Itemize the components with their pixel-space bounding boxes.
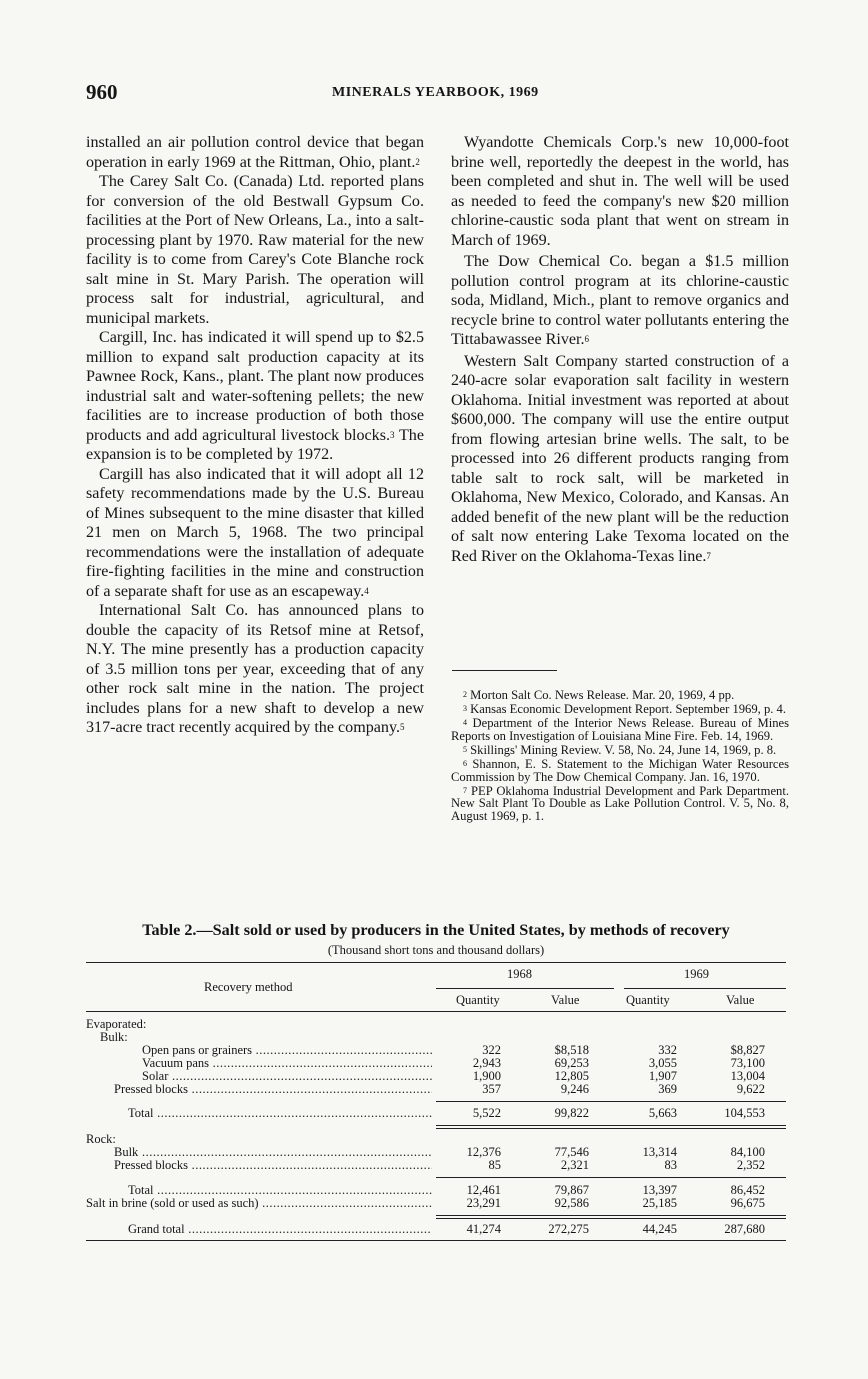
table-cell: 104,553: [724, 1106, 765, 1120]
table-subtitle: (Thousand short tons and thousand dollars): [327, 943, 545, 957]
table-cell: 79,867: [554, 1183, 589, 1197]
table-row-label: Pressed blocks .....: [86, 1159, 432, 1172]
table-cell: 86,452: [730, 1183, 765, 1197]
table-cell: 1,900: [472, 1069, 501, 1083]
group-label: Rock:: [86, 1132, 116, 1146]
paragraph: installed an air pollution control device that began operation in early 1969 at the Rittman, Ohio, plant.$^2$: [86, 134, 424, 171]
table-cell: 2,321: [560, 1158, 589, 1172]
table-cell: 85: [488, 1158, 501, 1172]
table-cell: 9,246: [560, 1082, 589, 1096]
table-row-label: Total .....: [86, 1184, 432, 1197]
footnotes: [451, 689, 789, 824]
footnote: $^2$ Morton Salt Co. News Release. Mar. 20, 1969, 4 pp.: [463, 688, 735, 702]
table-cell: 96,675: [730, 1196, 765, 1210]
table-cell: 23,291: [466, 1196, 501, 1210]
paragraph: Wyandotte Chemicals Corp.'s new 10,000-foot brine well, reportedly the deepest in the world, has been completed and shut in. The well will be used as needed to feed the company's new $20 million chlorine-caustic soda plant that went on stream in March of 1969.: [451, 134, 789, 249]
table-cell: 5,663: [648, 1106, 677, 1120]
table-cell: 2,352: [736, 1158, 765, 1172]
group-label: Bulk:: [100, 1030, 128, 1044]
table-cell: $8,518: [554, 1043, 589, 1057]
table-cell: 13,004: [730, 1069, 765, 1083]
table-cell: 44,245: [642, 1222, 677, 1236]
paragraph: Cargill, Inc. has indicated it will spend up to $2.5 million to expand salt production capacity at its Pawnee Rock, Kans., plant. The plant now produces industrial salt and water-softening pellets; the new facilities are to increase production of both those products and add agricultural livestock blocks.$^3$ The expansion is to be completed by 1972.: [86, 329, 424, 463]
footnote: $^4$ Department of the Interior News Release. Bureau of Mines Reports on Investigation of Louisiana Mine Fire. Feb. 14, 1969.: [451, 716, 789, 743]
table-cell: 92,586: [554, 1196, 589, 1210]
table-row-label: Vacuum pans .....: [86, 1057, 432, 1070]
sub-header: Quantity: [456, 993, 500, 1007]
table-cell: 25,185: [642, 1196, 677, 1210]
table-cell: 3,055: [648, 1056, 677, 1070]
year-header: 1968: [507, 967, 532, 981]
footnote-ref: 6: [584, 334, 590, 344]
footnote-ref: 7: [706, 550, 711, 561]
paragraph: The Dow Chemical Co. began a $1.5 million pollution control program at its chlorine-caustic soda, Midland, Mich., plant to remove organics and recycle brine to control water pollutants entering the Tittabawassee River.$^6$: [451, 253, 789, 348]
table-row-label: Pressed blocks .....: [86, 1083, 432, 1096]
table-cell: 1,907: [648, 1069, 677, 1083]
footnote-divider: [452, 670, 557, 671]
page-header: [86, 80, 786, 110]
footnote: $^3$ Kansas Economic Development Report. September 1969, p. 4.: [463, 702, 786, 717]
right-column: [451, 133, 789, 566]
table-cell: 12,805: [554, 1069, 589, 1083]
table-cell: 77,546: [554, 1145, 589, 1159]
sub-header: Quantity: [626, 993, 670, 1007]
table-cell: 369: [658, 1082, 677, 1096]
table-row-label: Total .....: [86, 1107, 432, 1120]
table-cell: 13,314: [642, 1145, 677, 1159]
table-cell: 287,680: [724, 1222, 765, 1236]
table-cell: 357: [482, 1082, 501, 1096]
footnote-ref: 4: [364, 585, 369, 596]
footnote: $^7$ PEP Oklahoma Industrial Development and Park Department. New Salt Plant To Double as Lake Pollution Control. V. 5, No. 8, August 1969, p. 1.: [451, 783, 789, 823]
table-cell: 69,253: [554, 1056, 589, 1070]
table-row-label: Grand total .....: [86, 1223, 432, 1236]
table-title: Table 2.—Salt sold or used by producers in the United States, by methods of recovery: [142, 921, 730, 939]
paragraph: Western Salt Company started construction of a 240-acre solar evaporation salt facility in western Oklahoma. Initial investment was reported at about $600,000. The company will use the entire output from flowing artesian brine wells. The salt, to be processed into 26 different products ranging from table salt to rock salt, will be marketed in Oklahoma, New Mexico, Colorado, and Kansas. An added benefit of the new plant will be the reduction of salt now entering Lake Texoma located on the Red River on the Oklahoma-Texas line.$^7$: [451, 352, 789, 565]
table-cell: 99,822: [554, 1106, 589, 1120]
table-cell: 83: [664, 1158, 677, 1172]
paragraph: Cargill has also indicated that it will adopt all 12 safety recommendations made by the U.S. Bureau of Mines subsequent to the mine disaster that killed 21 men on March 5, 1968. The two principal recommendations were the installation of adequate fire-fighting facilities in the mine and construction of a separate shaft for use as an escapeway.$^4$: [86, 465, 424, 600]
year-header: 1969: [684, 967, 709, 981]
table-cell: $8,827: [730, 1043, 765, 1057]
table-cell: 332: [658, 1043, 677, 1057]
table-row-label: Salt in brine (sold or used as such) .....: [86, 1197, 432, 1210]
table-cell: 9,622: [736, 1082, 765, 1096]
footnote-ref: 3: [390, 429, 395, 440]
footnote: $^6$ Shannon, E. S. Statement to the Michigan Water Resources Commission by The Dow Chemical Company. Jan. 16, 1970.: [451, 756, 790, 784]
running-title: MINERALS YEARBOOK, 1969: [332, 85, 539, 100]
table-cell: 5,522: [472, 1106, 501, 1120]
column-header: Recovery method: [204, 980, 293, 994]
group-label: Evaporated:: [86, 1017, 147, 1031]
table-cell: 84,100: [730, 1145, 765, 1159]
table-cell: 13,397: [642, 1183, 677, 1197]
footnote-ref: 5: [399, 722, 405, 732]
sub-header: Value: [726, 993, 755, 1007]
paragraph: The Carey Salt Co. (Canada) Ltd. reported plans for conversion of the old Bestwall Gypsum Co. facilities at the Port of New Orleans, La., into a salt-processing plant by 1970. Raw material for the new facility is to come from Carey's Cote Blanche rock salt mine in St. Mary Parish. The operation will process salt for industrial, agricultural, and municipal markets.: [86, 173, 424, 327]
table-cell: 2,943: [472, 1056, 501, 1070]
left-column: [86, 133, 424, 738]
table-cell: 73,100: [730, 1056, 765, 1070]
footnote-ref: 2: [415, 156, 420, 167]
table-cell: 12,461: [466, 1183, 501, 1197]
table-cell: 322: [482, 1043, 501, 1057]
paragraph: International Salt Co. has announced plans to double the capacity of its Retsof mine at Retsof, N.Y. The mine presently has a production capacity of 3.5 million tons per year, exceeding that of any other rock salt mine in the nation. The project includes plans for a new shaft to develop a new 317-acre tract recently acquired by the company.$^5$: [86, 602, 424, 736]
table-cell: 272,275: [548, 1222, 589, 1236]
table-cell: 12,376: [466, 1145, 501, 1159]
table-cell: 41,274: [466, 1222, 501, 1236]
table-row-label: Open pans or grainers .....: [86, 1044, 432, 1057]
table-row-label: Solar .....: [86, 1070, 432, 1083]
footnote: $^5$ Skillings' Mining Review. V. 58, No. 24, June 14, 1969, p. 8.: [463, 742, 777, 757]
table-row-label: Bulk .....: [86, 1146, 432, 1159]
page-number: 960: [86, 80, 118, 104]
sub-header: Value: [551, 993, 580, 1007]
